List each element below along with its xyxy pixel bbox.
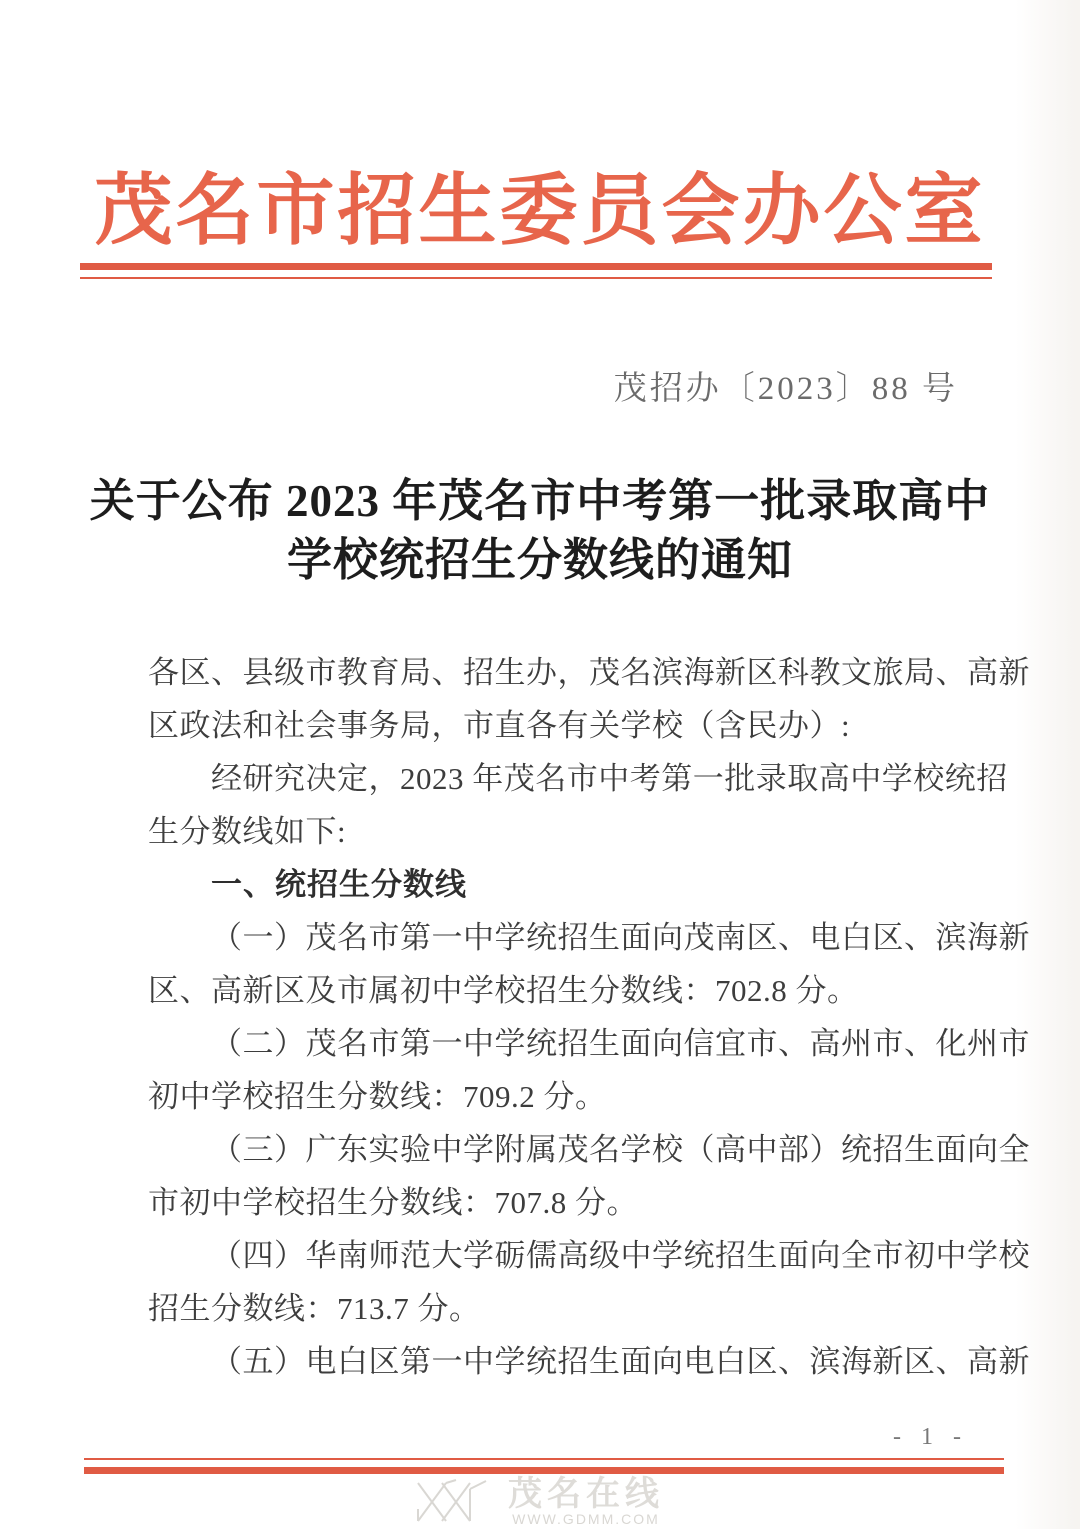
body-line-item3-2: 市初中学校招生分数线：707.8 分。 [148,1185,638,1220]
watermark-text-group [508,1477,664,1527]
section-heading-1: 一、统招生分数线 [211,867,467,902]
body-line-item2-2: 初中学校招生分数线：709.2 分。 [148,1079,607,1114]
body-line-recipients-2: 区政法和社会事务局，市直各有关学校（含民办）: [148,708,851,743]
body-line-item1-2: 区、高新区及市属初中学校招生分数线：702.8 分。 [148,973,859,1008]
watermark [0,1477,1080,1530]
watermark-site-url: WWW.GDMM.COM [512,1511,660,1527]
footer-rule-thin [84,1458,1004,1460]
page-number: - 1 - [893,1424,968,1450]
body-line-item1-1: （一）茂名市第一中学统招生面向茂南区、电白区、滨海新 [211,920,1030,955]
document-title [0,472,1080,590]
body-line-item3-1: （三）广东实验中学附属茂名学校（高中部）统招生面向全 [211,1132,1030,1167]
watermark-logo-icon [416,1479,494,1530]
body-line-item2-1: （二）茂名市第一中学统招生面向信宜市、高州市、化州市 [211,1026,1030,1061]
document-title-line2: 学校统招生分数线的通知 [286,535,793,585]
letterhead-rule-thick [80,263,992,270]
body-line-item4-1: （四）华南师范大学砺儒高级中学统招生面向全市初中学校 [211,1238,1030,1273]
body-line-recipients-1: 各区、县级市教育局、招生办，茂名滨海新区科教文旅局、高新 [148,655,1030,690]
document-title-line1: 关于公布 2023 年茂名市中考第一批录取高中 [89,476,991,526]
watermark-site-name: 茂名在线 [508,1475,664,1513]
body-line-item4-2: 招生分数线：713.7 分。 [148,1291,481,1326]
body-line-item5-1: （五）电白区第一中学统招生面向电白区、滨海新区、高新 [211,1344,1030,1379]
body-line-intro-2: 生分数线如下: [148,814,347,849]
body-line-intro-1: 经研究决定，2023 年茂名市中考第一批录取高中学校统招 [211,761,1008,796]
document-body [148,646,1030,1388]
letterhead-rule-thin [80,277,992,279]
footer-rule-thick [84,1467,1004,1474]
letterhead-org-name: 茂名市招生委员会办公室 [94,167,986,254]
doc-number: 茂招办〔2023〕88 号 [613,371,958,407]
